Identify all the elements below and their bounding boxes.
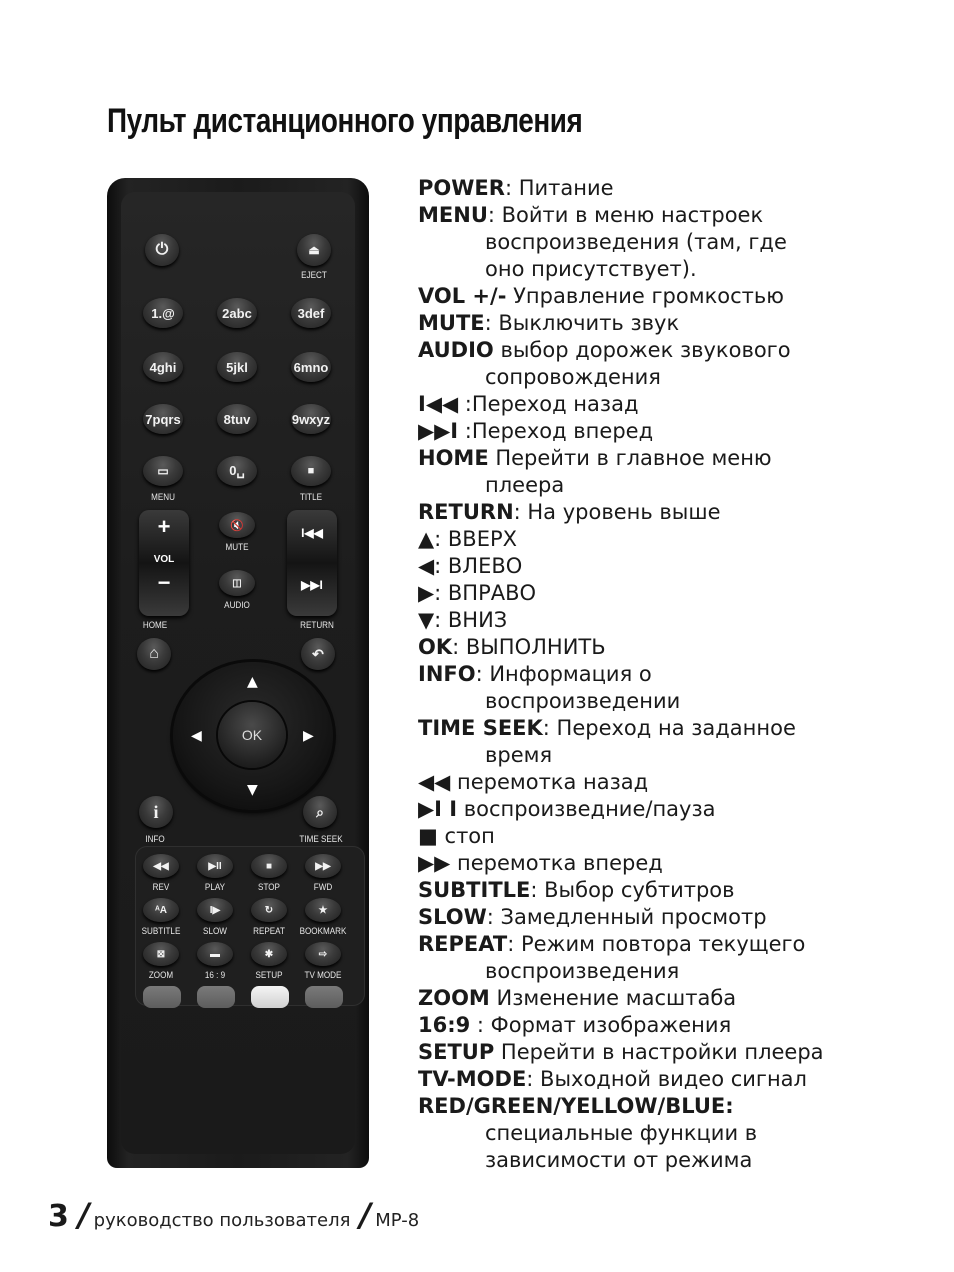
home-label: HOME bbox=[142, 620, 168, 630]
desc-text: время bbox=[485, 743, 553, 767]
desc-key: VOL +/- bbox=[418, 284, 507, 308]
desc-text: плеера bbox=[485, 473, 565, 497]
navigation-pad bbox=[173, 662, 333, 810]
desc-text: Перейти в главное меню bbox=[488, 446, 772, 470]
desc-text: ▲: ВВЕРХ bbox=[418, 527, 518, 551]
desc-key: TIME SEEK bbox=[418, 716, 543, 740]
setup-button-icon: ✱ bbox=[251, 942, 287, 966]
vol-label: VOL bbox=[153, 554, 175, 565]
desc-key: TV-MODE bbox=[418, 1067, 527, 1091]
desc-line bbox=[418, 499, 938, 526]
desc-text: ▶: ВПРАВО bbox=[418, 581, 537, 605]
desc-key: ZOOM bbox=[418, 986, 490, 1010]
repeat-label: REPEAT bbox=[253, 926, 285, 936]
zoom-label: ZOOM bbox=[148, 970, 174, 980]
desc-key: RETURN bbox=[418, 500, 514, 524]
desc-line bbox=[418, 607, 938, 634]
key-6: 6mno bbox=[291, 352, 331, 382]
play-pause-button-icon: ▶II bbox=[197, 854, 233, 878]
desc-line bbox=[418, 1147, 938, 1174]
desc-line bbox=[418, 634, 938, 661]
desc-text: : Переход на заданное bbox=[542, 716, 796, 740]
desc-key: ▶▶I bbox=[418, 419, 459, 443]
desc-text: ◀◀ перемотка назад bbox=[418, 770, 649, 794]
desc-key: MUTE bbox=[418, 311, 485, 335]
desc-text: ▼: ВНИЗ bbox=[418, 608, 508, 632]
desc-text: : Замедленный просмотр bbox=[486, 905, 767, 929]
desc-key: MENU bbox=[418, 203, 488, 227]
desc-line bbox=[418, 661, 938, 688]
desc-key: SUBTITLE bbox=[418, 878, 531, 902]
function-panel bbox=[135, 846, 365, 1006]
desc-key: SETUP bbox=[418, 1040, 495, 1064]
color-button-3 bbox=[251, 986, 289, 1008]
desc-line bbox=[418, 445, 938, 472]
desc-text: Перейти в настройки плеера bbox=[494, 1040, 824, 1064]
desc-line bbox=[418, 337, 938, 364]
desc-text: : Выходной видео сигнал bbox=[526, 1067, 807, 1091]
key-8: 8tuv bbox=[217, 404, 257, 434]
menu-button-icon: ▭ bbox=[143, 456, 183, 486]
desc-line bbox=[418, 1093, 938, 1120]
desc-text: ■ стоп bbox=[418, 824, 495, 848]
footer-text: руководство пользователя bbox=[93, 1210, 351, 1231]
desc-key: ▶I I bbox=[418, 797, 458, 821]
home-button-icon: ⌂ bbox=[137, 638, 171, 670]
footer-model: MP-8 bbox=[375, 1210, 420, 1231]
key-1: 1.@ bbox=[143, 298, 183, 328]
desc-key: I◀◀ bbox=[418, 392, 459, 416]
desc-text: воспроизведения (там, где bbox=[485, 230, 787, 254]
desc-text: : Режим повтора текущего bbox=[507, 932, 806, 956]
audio-label: AUDIO bbox=[224, 600, 250, 610]
desc-key: RED/GREEN/YELLOW/BLUE: bbox=[418, 1094, 734, 1118]
desc-line bbox=[418, 850, 938, 877]
desc-key: POWER bbox=[418, 176, 505, 200]
desc-text: сопровождения bbox=[485, 365, 661, 389]
key-3: 3def bbox=[291, 298, 331, 328]
color-button-2 bbox=[197, 986, 235, 1008]
desc-line bbox=[418, 472, 938, 499]
desc-line bbox=[418, 985, 938, 1012]
info-button-icon: i bbox=[139, 796, 173, 828]
desc-text: ◀: ВЛЕВО bbox=[418, 554, 523, 578]
page-number: 3 bbox=[48, 1199, 69, 1234]
tvmode-label: TV MODE bbox=[304, 970, 342, 980]
audio-button-icon: ◫ bbox=[219, 570, 255, 596]
desc-line bbox=[418, 310, 938, 337]
fwd-button-icon: ▶▶ bbox=[305, 854, 341, 878]
title-label: TITLE bbox=[299, 492, 323, 502]
volume-rocker bbox=[139, 510, 189, 616]
setup-label: SETUP bbox=[255, 970, 283, 980]
aspect-label: 16 : 9 bbox=[204, 970, 226, 980]
desc-line bbox=[418, 256, 938, 283]
desc-text: : Войти в меню настроек bbox=[487, 203, 764, 227]
slow-label: SLOW bbox=[203, 926, 227, 936]
desc-line bbox=[418, 769, 938, 796]
info-label: INFO bbox=[145, 834, 165, 844]
key-7: 7pqrs bbox=[143, 404, 183, 434]
desc-text: : Выбор субтитров bbox=[530, 878, 735, 902]
title-button-icon: ■ bbox=[291, 456, 331, 486]
desc-text: оно присутствует). bbox=[485, 257, 697, 281]
desc-text: Изменение масштаба bbox=[489, 986, 737, 1010]
zoom-button-icon: ⊠ bbox=[143, 942, 179, 966]
time-seek-button-icon: ⌕ bbox=[303, 796, 337, 828]
stop-button-icon: ■ bbox=[251, 854, 287, 878]
desc-line bbox=[418, 931, 938, 958]
desc-line bbox=[418, 904, 938, 931]
footer bbox=[48, 1196, 419, 1234]
desc-line bbox=[418, 877, 938, 904]
desc-text: зависимости от режима bbox=[485, 1148, 753, 1172]
desc-text: : Информация о bbox=[475, 662, 652, 686]
color-button-4 bbox=[305, 986, 343, 1008]
stop-label: STOP bbox=[258, 882, 280, 892]
desc-line bbox=[418, 1066, 938, 1093]
desc-text: : Формат изображения bbox=[470, 1013, 732, 1037]
right-arrow-icon: ▶ bbox=[303, 728, 314, 744]
key-5: 5jkl bbox=[217, 352, 257, 382]
button-description-list bbox=[418, 175, 938, 1174]
return-label: RETURN bbox=[300, 620, 334, 630]
rev-button-icon: ◀◀ bbox=[143, 854, 179, 878]
desc-key: OK bbox=[418, 635, 453, 659]
desc-key: 16:9 bbox=[418, 1013, 471, 1037]
desc-line bbox=[418, 175, 938, 202]
desc-line bbox=[418, 553, 938, 580]
left-arrow-icon: ◀ bbox=[191, 728, 202, 744]
desc-line bbox=[418, 1039, 938, 1066]
aspect-button-icon: ▬ bbox=[197, 942, 233, 966]
slash-separator: / bbox=[359, 1196, 372, 1234]
color-button-1 bbox=[143, 986, 181, 1008]
desc-line bbox=[418, 688, 938, 715]
eject-button-icon: ⏏ bbox=[297, 234, 331, 266]
desc-text: ▶▶ перемотка вперед bbox=[418, 851, 663, 875]
power-button-icon: ⏻ bbox=[145, 234, 179, 266]
bookmark-label: BOOKMARK bbox=[299, 926, 347, 936]
key-0: 0␣ bbox=[217, 456, 257, 486]
up-arrow-icon: ▲ bbox=[247, 674, 258, 690]
desc-text: : ВЫПОЛНИТЬ bbox=[452, 635, 606, 659]
skip-next-icon: ▶▶I bbox=[301, 578, 323, 592]
desc-text: воспроизведние/пауза bbox=[457, 797, 716, 821]
remote-control-image bbox=[107, 178, 369, 1168]
desc-line bbox=[418, 1012, 938, 1039]
bookmark-button-icon: ★ bbox=[305, 898, 341, 922]
desc-text: : На уровень выше bbox=[513, 500, 721, 524]
skip-rocker bbox=[287, 510, 337, 616]
desc-line bbox=[418, 1120, 938, 1147]
mute-button-icon: 🔇 bbox=[219, 512, 255, 538]
subtitle-label: SUBTITLE bbox=[141, 926, 181, 936]
desc-line bbox=[418, 742, 938, 769]
desc-line bbox=[418, 580, 938, 607]
desc-text: :Переход вперед bbox=[458, 419, 654, 443]
key-2: 2abc bbox=[217, 298, 257, 328]
desc-line bbox=[418, 823, 938, 850]
desc-key: AUDIO bbox=[418, 338, 494, 362]
key-4: 4ghi bbox=[143, 352, 183, 382]
desc-text: Управление громкостью bbox=[506, 284, 784, 308]
rev-label: REV bbox=[152, 882, 170, 892]
play-label: PLAY bbox=[204, 882, 226, 892]
key-9: 9wxyz bbox=[291, 404, 331, 434]
desc-text: воспроизведении bbox=[485, 689, 681, 713]
mute-label: MUTE bbox=[225, 542, 249, 552]
desc-line bbox=[418, 958, 938, 985]
vol-minus-label: − bbox=[157, 570, 171, 595]
fwd-label: FWD bbox=[313, 882, 333, 892]
repeat-button-icon: ↻ bbox=[251, 898, 287, 922]
desc-text: : Питание bbox=[504, 176, 614, 200]
eject-label: EJECT bbox=[301, 270, 327, 280]
return-button-icon: ↶ bbox=[301, 638, 335, 670]
desc-text: выбор дорожек звукового bbox=[493, 338, 791, 362]
desc-line bbox=[418, 391, 938, 418]
desc-text: :Переход назад bbox=[458, 392, 639, 416]
subtitle-button-icon: ᴬA bbox=[143, 898, 179, 922]
desc-text: специальные функции в bbox=[485, 1121, 758, 1145]
slash-separator: / bbox=[77, 1196, 90, 1234]
desc-line bbox=[418, 202, 938, 229]
desc-key: REPEAT bbox=[418, 932, 508, 956]
tvmode-button-icon: ⇨ bbox=[305, 942, 341, 966]
ok-button: OK bbox=[218, 702, 286, 768]
desc-key: HOME bbox=[418, 446, 489, 470]
desc-key: INFO bbox=[418, 662, 476, 686]
desc-line bbox=[418, 526, 938, 553]
desc-line bbox=[418, 364, 938, 391]
desc-key: SLOW bbox=[418, 905, 487, 929]
desc-line bbox=[418, 229, 938, 256]
page-title: Пульт дистанционного управления bbox=[107, 102, 583, 140]
desc-text: воспроизведения bbox=[485, 959, 680, 983]
desc-line bbox=[418, 418, 938, 445]
slow-button-icon: I▶ bbox=[197, 898, 233, 922]
skip-prev-icon: I◀◀ bbox=[301, 526, 323, 540]
menu-label: MENU bbox=[151, 492, 175, 502]
desc-line bbox=[418, 796, 938, 823]
desc-line bbox=[418, 283, 938, 310]
timeseek-label: TIME SEEK bbox=[299, 834, 343, 844]
desc-line bbox=[418, 715, 938, 742]
desc-text: : Выключить звук bbox=[484, 311, 680, 335]
down-arrow-icon: ▼ bbox=[247, 782, 258, 798]
vol-plus-label: + bbox=[157, 514, 171, 539]
